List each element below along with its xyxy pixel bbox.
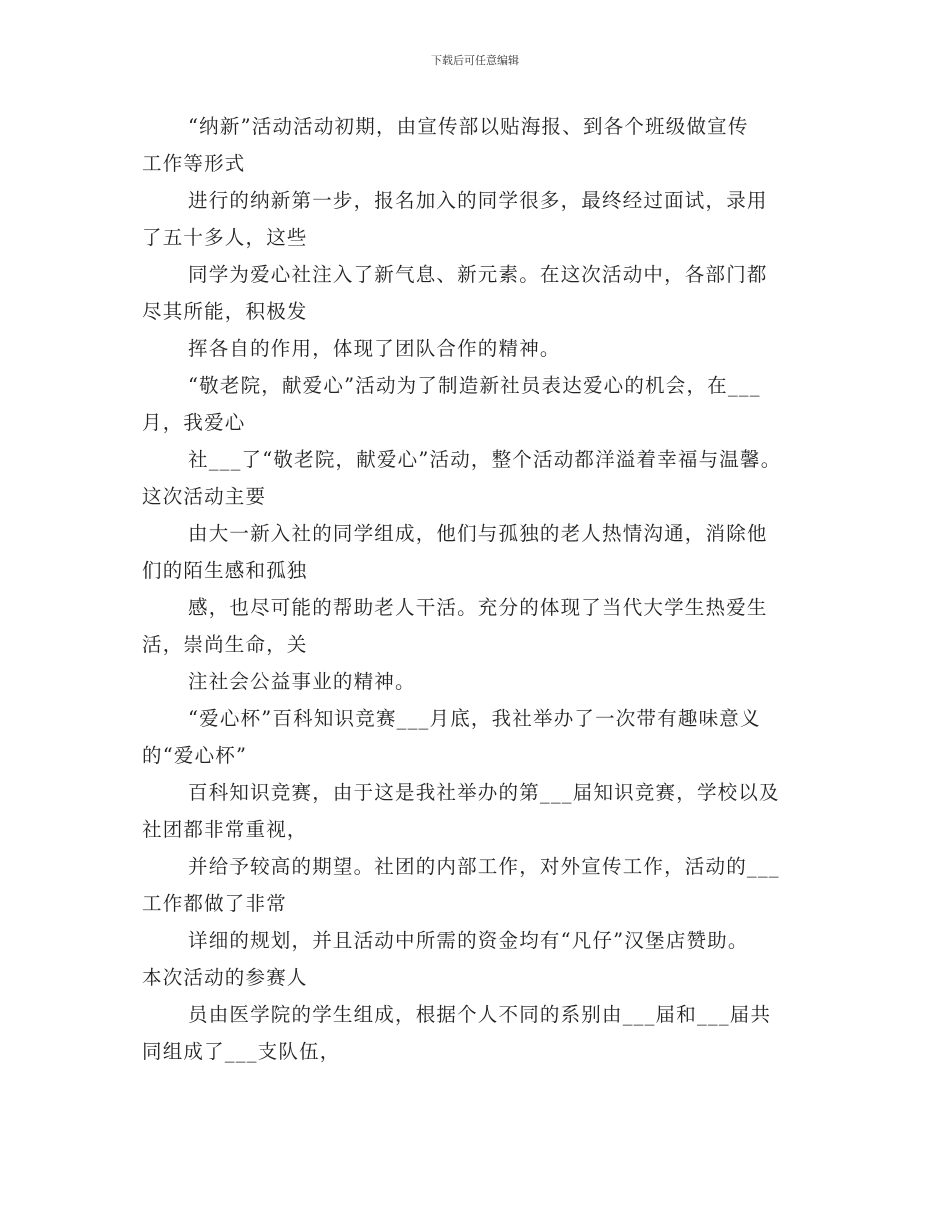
document-body xyxy=(142,108,818,1070)
paragraph xyxy=(142,700,818,774)
paragraph-line: 详细的规划，并且活动中所需的资金均有“凡仔”汉堡店赞助。 xyxy=(188,929,749,952)
paragraph-line: 由大一新入社的同学组成，他们与孤独的老人热情沟通，消除他 xyxy=(188,522,768,545)
paragraph-line: 进行的纳新第一步，报名加入的同学很多，最终经过面试，录用 xyxy=(188,189,768,212)
paragraph-line: 挥各自的作用，体现了团队合作的精神。 xyxy=(188,337,561,360)
paragraph-line: 工作等形式 xyxy=(142,152,246,175)
paragraph-line: 并给予较高的期望。社团的内部工作，对外宣传工作，活动的___ xyxy=(188,855,780,878)
paragraph-line: 的“爱心杯” xyxy=(142,744,248,767)
paragraph-line: 本次活动的参赛人 xyxy=(142,966,308,989)
paragraph xyxy=(142,256,818,330)
paragraph-line: 百科知识竞赛，由于这是我社举办的第___届知识竞赛，学校以及 xyxy=(188,781,780,804)
paragraph-line: 尽其所能，积极发 xyxy=(142,300,308,323)
paragraph-line: 同组成了___支队伍， xyxy=(142,1040,341,1063)
paragraph xyxy=(142,515,818,589)
paragraph xyxy=(142,589,818,663)
paragraph-line: 社团都非常重视， xyxy=(142,818,308,841)
paragraph-line: 注社会公益事业的精神。 xyxy=(188,670,416,693)
paragraph-line: 员由医学院的学生组成，根据个人不同的系别由___届和___届共 xyxy=(188,1003,772,1026)
paragraph-line: “爱心杯”百科知识竞赛___月底，我社举办了一次带有趣味意义 xyxy=(188,707,761,730)
paragraph xyxy=(142,367,818,441)
paragraph-line: 了五十多人，这些 xyxy=(142,226,308,249)
paragraph-line: 社___了“敬老院，献爱心”活动，整个活动都洋溢着幸福与温馨。 xyxy=(188,448,782,471)
paragraph-line: “敬老院，献爱心”活动为了制造新社员表达爱心的机会，在___ xyxy=(188,374,761,397)
paragraph-line: 工作都做了非常 xyxy=(142,892,287,915)
paragraph xyxy=(142,996,818,1070)
paragraph-line: 感，也尽可能的帮助老人干活。充分的体现了当代大学生热爱生 xyxy=(188,596,768,619)
paragraph xyxy=(142,848,818,922)
paragraph-line: 们的陌生感和孤独 xyxy=(142,559,308,582)
paragraph xyxy=(142,774,818,848)
paragraph xyxy=(142,441,818,515)
paragraph xyxy=(142,663,818,700)
page-header: 下载后可任意编辑 xyxy=(431,54,519,67)
paragraph-line: “纳新”活动活动初期，由宣传部以贴海报、到各个班级做宣传 xyxy=(188,115,749,138)
paragraph-line: 这次活动主要 xyxy=(142,485,267,508)
paragraph xyxy=(142,922,818,996)
paragraph xyxy=(142,182,818,256)
paragraph-line: 活，崇尚生命，关 xyxy=(142,633,308,656)
paragraph xyxy=(142,330,818,367)
paragraph xyxy=(142,108,818,182)
paragraph-line: 同学为爱心社注入了新气息、新元素。在这次活动中，各部门都 xyxy=(188,263,768,286)
paragraph-line: 月，我爱心 xyxy=(142,411,246,434)
